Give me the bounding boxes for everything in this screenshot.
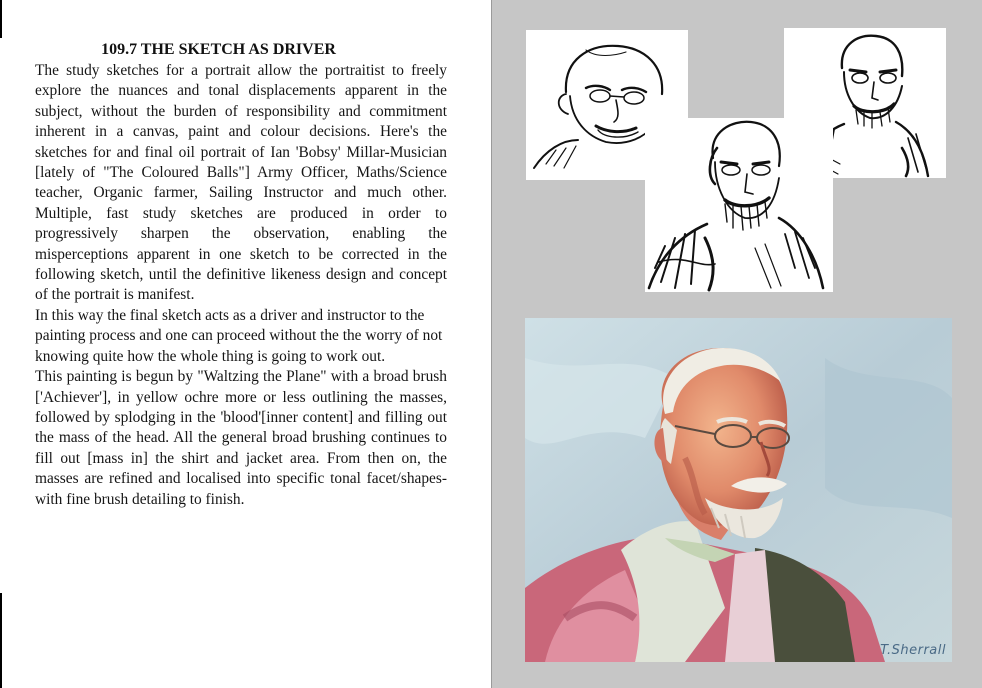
study-sketch-3 [645, 118, 833, 292]
portrait-painting [525, 318, 952, 662]
crop-mark-top [0, 0, 2, 38]
final-oil-portrait [525, 318, 952, 662]
paragraph-intro: The study sketches for a portrait allow the portraitist to freely explore the nuances and tonal displacements apparent in the subject, without the burden of responsibility and commitment inherent in a canvas, paint and colour decisions. Here's the sketches for and final oil portrait of Ian 'Bobsy' Millar-Musician [lately of "The Coloured Balls"] Army Officer, Maths/Science teacher, Organic farmer, Sailing Instructor and much other. Multiple, fast study sketches are produced in order to progressively sharpen the observation, enabling the misperceptions apparent in one sketch to be corrected in the following sketch, until the definitive likeness design and concept of the portrait is manifest. [35, 62, 447, 304]
paragraph-process: This painting is begun by "Waltzing the Plane" with a broad brush ['Achiever'], in yellow ochre more or less outlining the masses, followed by splodging in the 'blood'[inner content] and filling out the mass of the head. All the general broad brushing continues to fill out [mass in] the shirt and jacket area. From then on, the masses are refined and localised into specific tonal facet/shapes-with fine brush detailing to finish. [35, 368, 447, 508]
page-heading: 109.7 THE SKETCH AS DRIVER [101, 41, 336, 58]
article-body [35, 61, 447, 510]
crop-mark-bottom [0, 593, 2, 688]
sketch-3-drawing [645, 118, 833, 292]
painting-signature: T.Sherrall [880, 643, 946, 658]
paragraph-driver: In this way the final sketch acts as a driver and instructor to the painting process and one can proceed without the the worry of not knowing quite how the whole thing is going to work out. [35, 306, 443, 365]
